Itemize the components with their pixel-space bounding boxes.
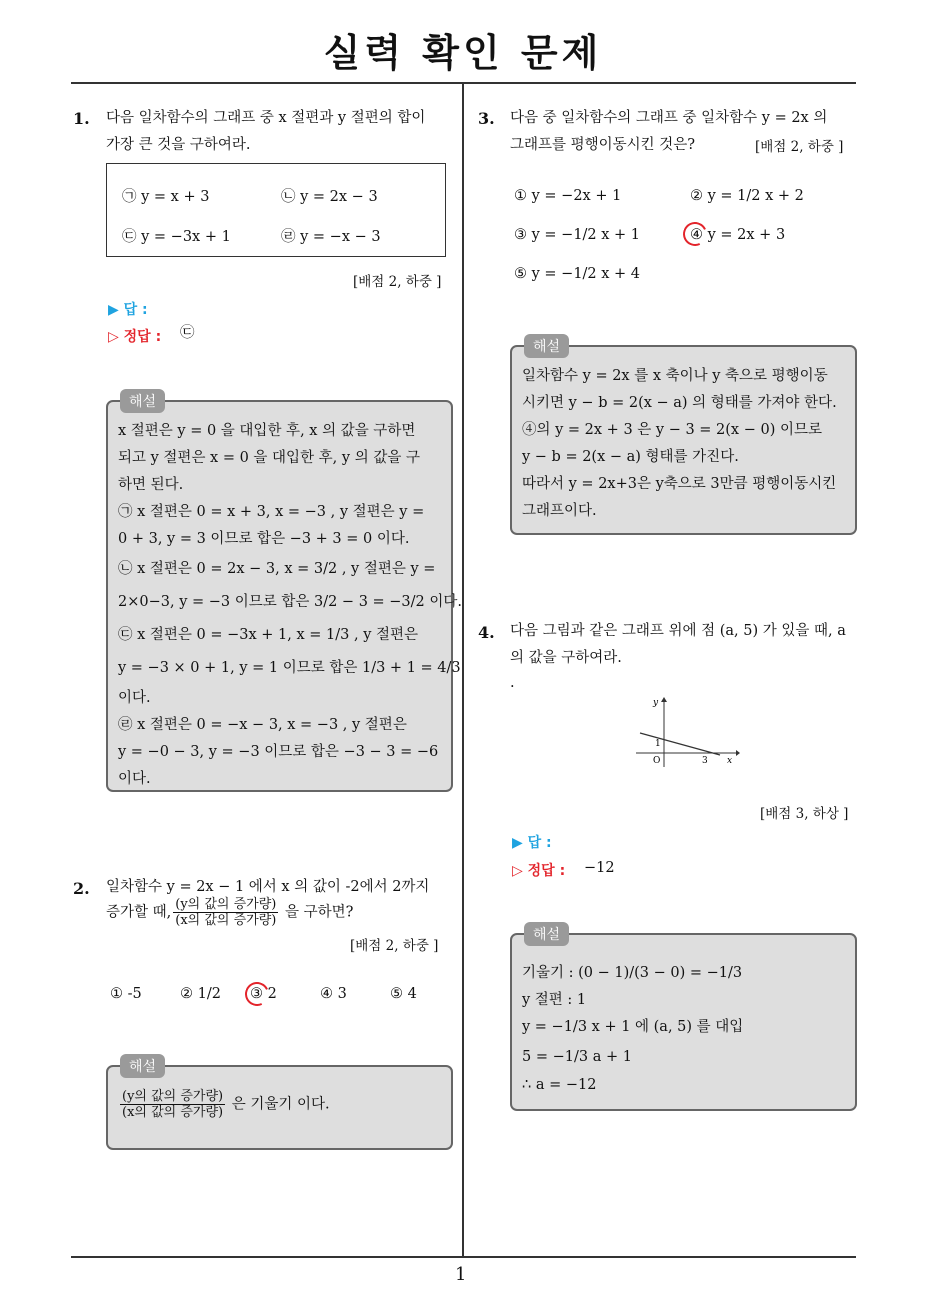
q3-number: 3. (478, 109, 495, 128)
q2-text-line1: 일차함수 y = 2x − 1 에서 x 의 값이 -2에서 2까지 (106, 879, 430, 895)
bottom-rule (71, 1256, 856, 1258)
q1-score: [배점 2, 하중 ] (353, 274, 442, 290)
q3-score: [배점 2, 하중 ] (755, 139, 844, 155)
q2-explanation-text (118, 1089, 330, 1120)
q3-choice-2[interactable]: ② y = 1/2 x + 2 (690, 188, 804, 204)
q2-ratio-fraction (173, 897, 278, 928)
q2-exp-tail: 은 기울기 이다. (231, 1096, 330, 1113)
q4-number: 4. (478, 623, 495, 642)
q2-exp-fraction (120, 1089, 225, 1120)
q4-exp-line: y 절편 : 1 (522, 992, 587, 1008)
q3-choice-5[interactable]: ⑤ y = −1/2 x + 4 (514, 266, 641, 282)
q1-text-line2: 가장 큰 것을 구하여라. (106, 137, 251, 153)
q1-exp-line: 이다. (118, 771, 151, 787)
top-rule (71, 82, 856, 84)
q4-exp-line: 5 = −1/3 a + 1 (522, 1049, 632, 1065)
y-axis-label: y (653, 698, 659, 708)
q1-exp-line: 하면 된다. (118, 477, 184, 493)
y-intercept-label: 1 (655, 739, 661, 749)
q2-exp-den: (x의 값의 증가량) (122, 1105, 224, 1120)
q1-choice-2[interactable]: ㉡ y = 2x − 3 (281, 189, 378, 205)
q1-text-line1: 다음 일차함수의 그래프 중 x 절편과 y 절편의 합이 (106, 110, 426, 126)
q3-explanation-text (522, 363, 837, 525)
q1-explanation-text (118, 418, 463, 793)
function-line (640, 733, 720, 755)
q4-score: [배점 3, 하상 ] (760, 806, 849, 822)
q2-explanation-tag: 해설 (120, 1054, 165, 1078)
q1-exp-line: y = −3 × 0 + 1, y = 1 이므로 합은 1/3 + 1 = 4/3 (118, 660, 461, 676)
q1-choice-3[interactable]: ㉢ y = −3x + 1 (122, 229, 231, 245)
q2-choice-5[interactable]: ⑤ 4 (390, 986, 417, 1002)
q4-correct-value: −12 (584, 860, 615, 876)
q1-exp-line: 2×0−3, y = −3 이므로 합은 3/2 − 3 = −3/2 이다. (118, 594, 463, 610)
q2-choice-1[interactable]: ① -5 (110, 986, 142, 1002)
q2-choice-2[interactable]: ② 1/2 (180, 986, 221, 1002)
q2-ratio-den: (x의 값의 증가량) (175, 913, 277, 928)
q2-ratio-num: (y의 값의 증가량) (175, 897, 277, 912)
q3-exp-line: ④의 y = 2x + 3 은 y − 3 = 2(x − 0) 이므로 (522, 422, 822, 438)
q1-exp-line: y = −0 − 3, y = −3 이므로 합은 −3 − 3 = −6 (118, 744, 439, 760)
q4-text-line1: 다음 그림과 같은 그래프 위에 점 (a, 5) 가 있을 때, a (510, 623, 846, 639)
q4-dot: . (510, 675, 515, 691)
q4-exp-line: y = −1/3 x + 1 에 (a, 5) 를 대입 (522, 1019, 744, 1035)
q1-exp-line: ㉢ x 절편은 0 = −3x + 1, x = 1/3 , y 절편은 (118, 627, 419, 643)
q4-graph (628, 695, 740, 770)
x-axis-arrow-icon (736, 750, 740, 756)
q4-exp-line: 기울기 : (0 − 1)/(3 − 0) = −1/3 (522, 965, 743, 981)
q4-answer-label: ▶ 답 : (512, 835, 552, 851)
x-axis-label: x (727, 756, 733, 766)
q3-choice-3[interactable]: ③ y = −1/2 x + 1 (514, 227, 641, 243)
origin-label: O (653, 756, 661, 766)
page-number: 1 (455, 1264, 467, 1285)
q1-exp-line: ㉡ x 절편은 0 = 2x − 3, x = 3/2 , y 절편은 y = (118, 561, 436, 577)
column-divider (462, 83, 464, 1258)
q2-line2-tail: 을 구하면? (284, 904, 354, 921)
q3-exp-line: 그래프이다. (522, 503, 597, 519)
q2-score: [배점 2, 하중 ] (350, 938, 439, 954)
q2-choice-3[interactable]: ③ 2 (250, 986, 277, 1002)
q2-number: 2. (73, 879, 90, 898)
q1-correct-value: ㉢ (180, 325, 195, 341)
page-title: 실력 확인 문제 (323, 31, 603, 75)
q4-explanation-text (522, 958, 743, 1098)
q3-text-line1: 다음 중 일차함수의 그래프 중 일차함수 y = 2x 의 (510, 110, 828, 126)
q1-correct-label: ▷ 정답 : (108, 329, 162, 345)
q3-explanation-tag: 해설 (524, 334, 569, 358)
q1-exp-line: 되고 y 절편은 x = 0 을 대입한 후, y 의 값을 구 (118, 450, 420, 466)
q2-text-line2 (106, 897, 353, 928)
q1-explanation-tag: 해설 (120, 389, 165, 413)
q1-choice-1[interactable]: ㉠ y = x + 3 (122, 189, 210, 205)
q1-choice-4[interactable]: ㉣ y = −x − 3 (281, 229, 381, 245)
q4-exp-line: ∴ a = −12 (522, 1077, 597, 1093)
q2-exp-num: (y의 값의 증가량) (122, 1089, 224, 1104)
q3-choice-1[interactable]: ① y = −2x + 1 (514, 188, 622, 204)
y-axis-arrow-icon (661, 697, 667, 702)
q1-exp-line: ㉣ x 절편은 0 = −x − 3, x = −3 , y 절편은 (118, 717, 407, 733)
q4-correct-label: ▷ 정답 : (512, 863, 566, 879)
x-intercept-label: 3 (702, 756, 708, 766)
q3-exp-line: 따라서 y = 2x+3은 y축으로 3만큼 평행이동시킨 (522, 476, 837, 492)
q1-exp-line: 이다. (118, 690, 151, 706)
q3-exp-line: 시키면 y − b = 2(x − a) 의 형태를 가져야 한다. (522, 395, 837, 411)
q1-exp-line: ㉠ x 절편은 0 = x + 3, x = −3 , y 절편은 y = (118, 504, 425, 520)
q1-exp-line: x 절편은 y = 0 을 대입한 후, x 의 값을 구하면 (118, 423, 416, 439)
q3-choice-4[interactable]: ④ y = 2x + 3 (690, 227, 786, 243)
q1-number: 1. (73, 109, 90, 128)
q1-answer-label: ▶ 답 : (108, 302, 148, 318)
q4-text-line2: 의 값을 구하여라. (510, 650, 622, 666)
q4-explanation-tag: 해설 (524, 922, 569, 946)
q3-text-line2: 그래프를 평행이동시킨 것은? (510, 137, 696, 153)
q2-line2-lead: 증가할 때, (106, 904, 172, 921)
q1-exp-line: 0 + 3, y = 3 이므로 합은 −3 + 3 = 0 이다. (118, 531, 410, 547)
q2-choice-4[interactable]: ④ 3 (320, 986, 347, 1002)
q3-exp-line: 일차함수 y = 2x 를 x 축이나 y 축으로 평행이동 (522, 368, 828, 384)
q3-exp-line: y − b = 2(x − a) 형태를 가진다. (522, 449, 739, 465)
